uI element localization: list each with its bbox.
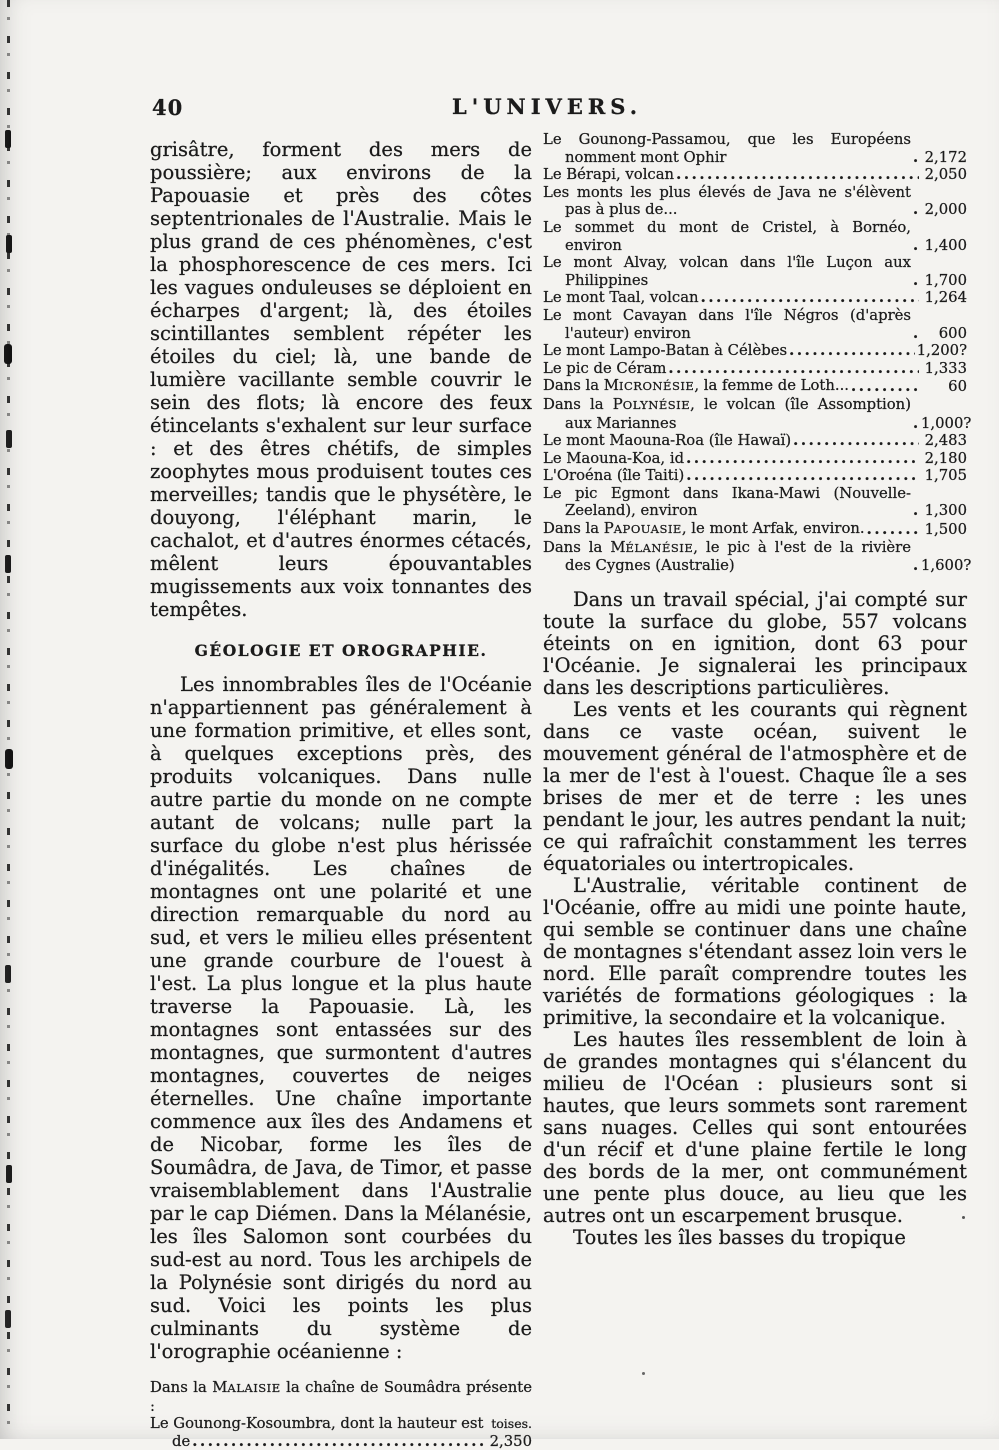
paragraph: Les vents et les courants qui règnent dans ce vaste océan, suivent le mouvement général de l'atmosphère et de la mer de l'est à l'ouest. Chaque île a ses brises de mer et de terre : les unes pendant le jour, les autres pendant la nuit; ce qui rafraîchit constamment les terres équatoriales ou intertropicales. [543, 697, 967, 875]
height-label: Le mont Lampo-Batan à Célèbes [543, 342, 788, 360]
binding-artifact-marks [5, 130, 11, 148]
smallcaps-region: ICRONÉSIE [618, 379, 695, 394]
heights-list [543, 131, 972, 575]
note-kosoumbra: Le Gounong-Kosoumbra, dont la hauteur est [150, 1415, 484, 1433]
paragraph-phosphorescence: grisâtre, forment des mers de poussière; aux environs de la Papouasie et près des côtes septentrionales de l'Australie. Mais le plus grand de ces phénomènes, c'est la phosphorescence de ces mers. Ici les vagues onduleuses se déploient en écharpes d'argent; là, des étoiles scintillantes semblent répéter les étoiles du ciel; là, une bande de lumière vacillante semble couvrir le sein des flots; là encore des feux étincelants s'exhalent sur leur surface : et des êtres chétifs, de simples zoophytes mous produisent toutes ces merveilles; tandis que le physétère, le douyong, l'éléphant marin, le cachalot, et d'autres énormes cétacés, mêlent leurs épouvantables mugissements aux voix tonnantes des tempêtes. [150, 138, 532, 621]
height-row [543, 450, 967, 468]
page-number: 40 [152, 95, 184, 120]
dot-leader [913, 237, 919, 255]
height-row [543, 342, 967, 360]
height-value: 2,483 [924, 432, 967, 450]
height-label: Le mont Taal, volcan [543, 289, 699, 307]
dot-leader [913, 502, 919, 520]
height-value: 1,700 [924, 271, 967, 289]
dot-leader [789, 342, 915, 360]
height-label: Le mont Alvay, volcan dans l'île Luçon aux Philippines [543, 254, 911, 289]
smallcaps-malaisie: ALAISIE [227, 1381, 281, 1395]
smallcaps-region: OLYNÉSIE [622, 397, 691, 412]
note-value: 2,350 [489, 1432, 532, 1450]
height-value: 600 [938, 324, 967, 342]
malaisie-note [150, 1379, 532, 1450]
height-row [543, 219, 967, 254]
smallcaps-region: APOUASIE [613, 522, 682, 537]
height-label: Dans la MICRONÉSIE, la femme de Loth... [543, 377, 850, 395]
dot-leader [701, 289, 919, 307]
height-label: Le pic Egmont dans Ikana-Mawi (Nouvelle-Zeeland), environ [543, 484, 911, 520]
height-label: Dans la POLYNÉSIE, le volcan (île Assomption) aux Mariannes [543, 395, 911, 432]
dot-leader [851, 378, 919, 396]
height-label: Le mont Maouna-Roa (île Hawaï) [543, 432, 792, 450]
height-row [543, 395, 972, 432]
dot-leader [686, 467, 919, 485]
height-row [543, 289, 967, 307]
left-column [150, 138, 532, 1450]
height-row [543, 307, 967, 342]
height-label: Dans la MÉLANÉSIE, le pic à l'est de la rivière des Cygnes (Australie) [543, 538, 912, 575]
height-label: Le Maouna-Koa, id [543, 449, 685, 467]
dot-leader [913, 201, 919, 219]
journal-title: L'UNIVERS. [452, 94, 643, 119]
dot-leader [686, 450, 919, 468]
height-label: Dans la PAPOUASIE, le mont Arfak, environ. [543, 520, 865, 538]
height-value: 1,300 [924, 502, 967, 520]
paragraph: Toutes les îles basses du tropique [573, 1225, 906, 1249]
height-value: 2,172 [924, 148, 967, 166]
height-row [543, 485, 967, 520]
height-row [543, 131, 967, 166]
dot-leader [913, 149, 919, 167]
height-row [543, 254, 967, 289]
height-label: Le Bérapi, volcan [543, 166, 675, 184]
height-row [543, 432, 967, 450]
height-value: 1,200? [916, 342, 967, 360]
height-value: 2,000 [924, 201, 967, 219]
height-label: Le pic de Céram [543, 359, 667, 377]
height-label: L'Oroéna (île Taiti) [543, 467, 685, 485]
height-value: 1,600? [921, 557, 972, 575]
height-row [543, 538, 972, 575]
note-line3 [150, 1433, 532, 1450]
height-value: 1,705 [924, 467, 967, 485]
height-row [543, 360, 967, 378]
unit-label-toises: toises. [491, 1416, 532, 1432]
right-paragraphs [543, 589, 967, 1249]
height-row [543, 467, 967, 485]
height-label: Le sommet du mont de Cristel, à Bornéo, environ [543, 218, 911, 254]
height-row [543, 520, 967, 539]
dot-leader [913, 272, 919, 290]
note-de: de [172, 1432, 191, 1450]
height-value: 2,050 [924, 166, 967, 184]
note-intro: Dans la MALAISIE la chaîne de Soumâdra présente : [150, 1379, 532, 1415]
section-heading-geologie: GÉOLOGIE ET OROGRAPHIE. [194, 641, 488, 660]
height-row [543, 166, 967, 184]
dot-leader [913, 557, 919, 575]
dot-leader [668, 360, 919, 378]
height-value: 1,000? [921, 414, 972, 432]
right-column [543, 131, 972, 1249]
note-line2 [150, 1415, 532, 1433]
dot-leader [192, 1433, 484, 1450]
height-value: 1,333 [924, 359, 967, 377]
dot-leader [793, 432, 919, 450]
height-label: Les monts les plus élevés de Java ne s'élèvent pas à plus de... [543, 183, 911, 219]
binding-artifact-line [7, 0, 10, 1439]
height-value: 1,264 [924, 289, 967, 307]
paragraph-geologie: Les innombrables îles de l'Océanie n'appartiennent pas généralement à une formation primitive, et elles sont, à quelques exceptions près, des produits volcaniques. Dans nulle autre partie du monde on ne compte autant de volcans; nulle part la surface du globe n'est plus hérissée d'inégalités. Les chaînes de montagnes ont une polarité et une direction remarquable du nord au sud, et vers le milieu elles présentent une grande courbure de l'ouest à l'est. La plus longue et la plus haute traverse la Papouasie. Là, les montagnes sont entassées sur des montagnes, que surmontent d'autres montagnes, couvertes de neiges éternelles. Une chaîne importante commence aux îles des Andamens et de Nicobar, forme les îles de Soumâdra, de Java, de Timor, et passe vraisemblablement dans l'Australie par le cap Diémen. Dans la Mélanésie, les îles Salomon sont courbées du sud-est au nord. Tous les archipels de la Polynésie sont dirigés du nord au sud. Voici les points les plus culminants du système de l'orographie océanienne : [150, 673, 532, 1363]
dot-leader [913, 415, 919, 433]
dot-leader [867, 521, 919, 539]
smallcaps-region: ÉLANÉSIE [625, 540, 694, 555]
dot-leader [676, 166, 919, 184]
height-label: Le mont Cavayan dans l'île Négros (d'après l'auteur) environ [543, 306, 911, 342]
height-value: 60 [948, 378, 967, 396]
height-row [543, 377, 967, 396]
height-label: Le Gounong-Passamou, que les Européens nomment mont Ophir [543, 131, 911, 166]
height-value: 1,400 [924, 236, 967, 254]
paragraph: Dans un travail spécial, j'ai compté sur toute la surface du globe, 557 volcans éteints on en ignition, dont 63 pour l'Océanie. Je signalerai les principaux dans les descriptions particulières. [543, 587, 967, 699]
paragraph: L'Australie, véritable continent de l'Océanie, offre au midi une pointe haute, qui semble se continuer dans une chaîne de montagnes s'étendant assez loin vers le nord. Elle paraît comprendre toutes les variétés de formations géologiques : la primitive, la secondaire et la volcanique. [543, 873, 967, 1029]
paragraph: Les hautes îles ressemblent de loin à de grandes montagnes qui s'élancent du milieu de l'Océan : plusieurs sont si hautes, que leurs sommets sont rarement sans nuages. Celles qui sont entourées d'un récif et d'une plaine fertile le long des bords de la mer, ont communément une pente plus douce, au lieu que les autres ont un escarpement brusque. [543, 1027, 967, 1227]
height-value: 1,500 [924, 521, 967, 539]
dot-leader [913, 325, 919, 343]
height-value: 2,180 [924, 449, 967, 467]
height-row [543, 184, 967, 219]
